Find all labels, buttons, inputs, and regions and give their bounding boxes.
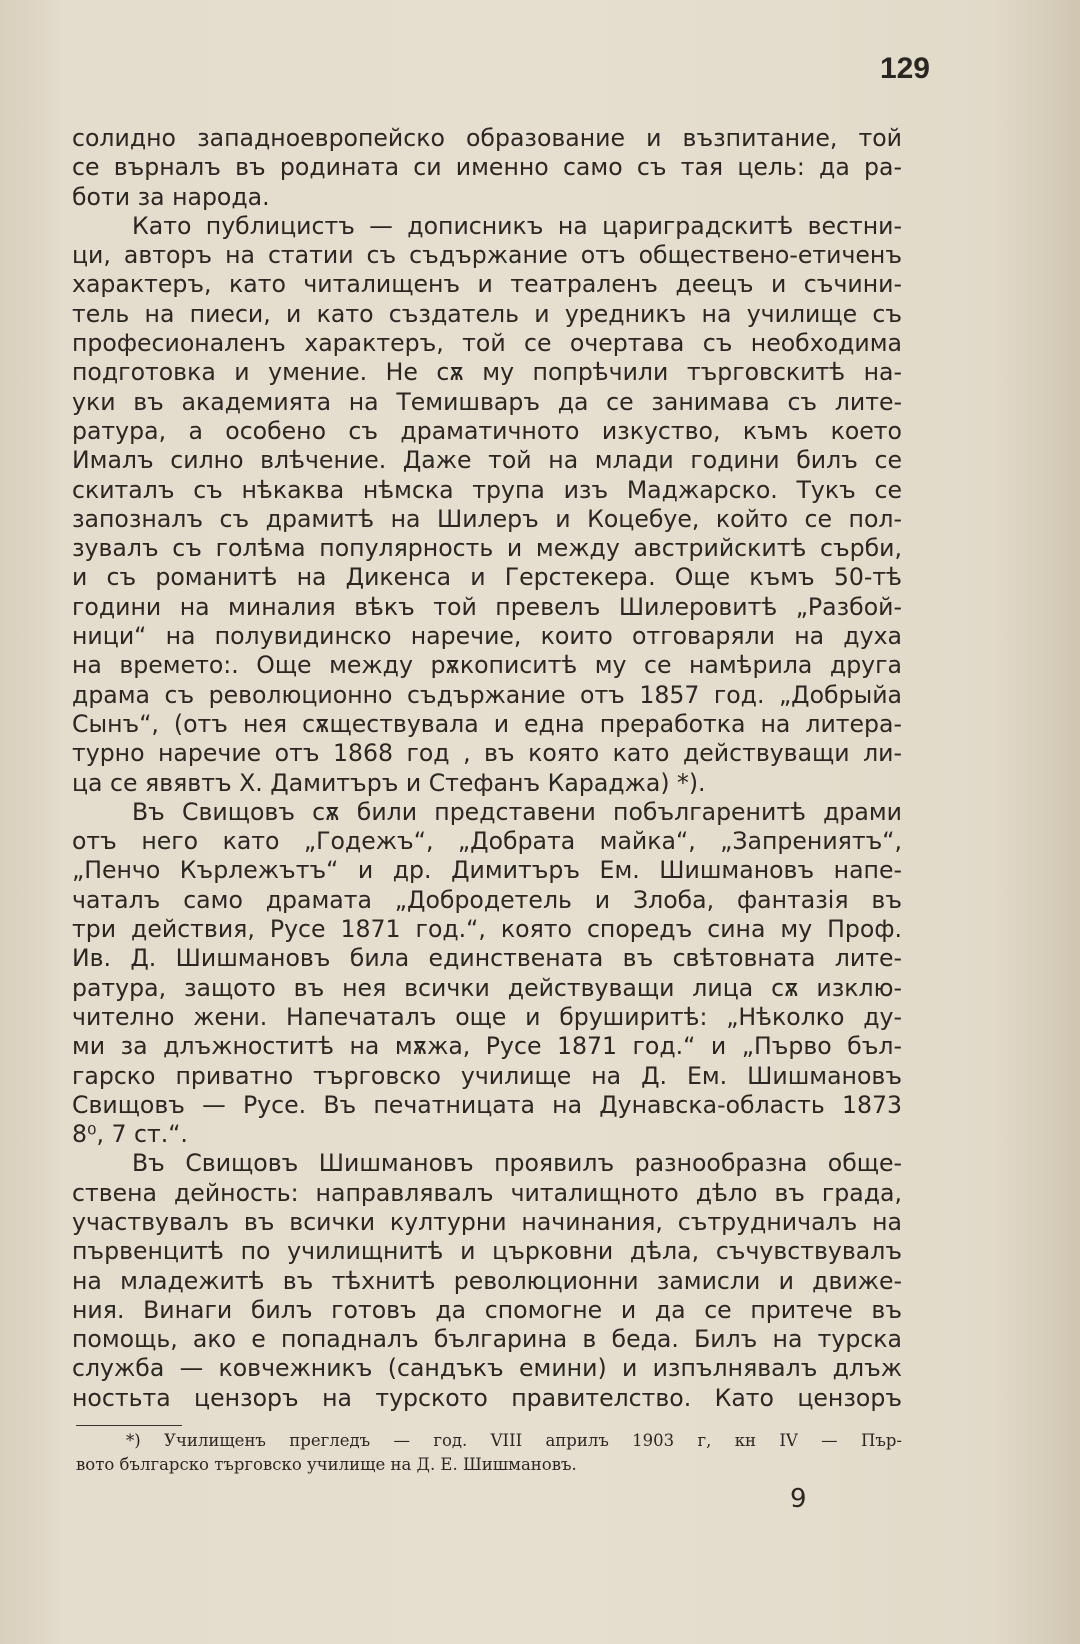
text-line: ми за длъжноститѣ на мѫжа, Русе 1871 год.“ и „Първо бъл-	[72, 1032, 902, 1061]
footnote-line: вото българско търговско училище на Д. Е. Шишмановъ.	[76, 1455, 577, 1474]
text-line: Въ Свищовъ сѫ били представени побългаренитѣ драми	[132, 797, 902, 826]
text-line: характеръ, като читалищенъ и театраленъ деецъ и съчини-	[72, 270, 902, 299]
text-line: участвувалъ въ всички културни начинания, сътрудничалъ на	[72, 1207, 902, 1236]
text-line: уки въ академията на Темишваръ да се занимава съ лите-	[72, 387, 902, 416]
text-line: ностьта цензоръ на турското правителство. Като цензоръ	[72, 1383, 902, 1412]
text-line: на младежитѣ въ тѣхнитѣ революционни замисли и движе-	[72, 1266, 902, 1295]
body-text	[72, 124, 902, 1413]
text-line: Ив. Д. Шишмановъ била единствената въ свѣтовната лите-	[72, 944, 902, 973]
text-line: Сынъ“, (отъ нея сѫществувала и една преработка на литера-	[72, 709, 902, 738]
footnote	[76, 1429, 902, 1477]
text-line: запозналъ съ драмитѣ на Шилеръ и Коцебуе, който се пол-	[72, 504, 902, 533]
footnote-divider	[76, 1425, 182, 1426]
text-line: ния. Винаги билъ готовъ да спомогне и да се притече въ	[72, 1295, 902, 1324]
text-line: тель на пиеси, и като създатель и уредникъ на училище съ	[72, 299, 902, 328]
page-number: 129	[879, 52, 930, 85]
text-line: три действия, Русе 1871 год.“, която споредъ сина му Проф.	[72, 915, 902, 944]
text-line: солидно западноевропейско образование и възпитание, той	[72, 124, 902, 152]
text-line: помощь, ако е попадналъ българина в беда. Билъ на турска	[72, 1325, 902, 1354]
text-line: гарско приватно търговско училище на Д. Ем. Шишмановъ	[72, 1061, 902, 1090]
text-line: на времето:. Още между рѫкописитѣ му се намѣрила друга	[72, 651, 902, 680]
text-line: боти за народа.	[72, 182, 270, 211]
text-line: скиталъ съ нѣкаква нѣмска трупа изъ Маджарско. Тукъ се	[72, 475, 902, 504]
text-line: ници“ на полувидинско наречие, които отговаряли на духа	[72, 622, 902, 651]
text-line: ратура, а особено съ драматичното изкуство, къмъ което	[72, 416, 902, 445]
text-line: чаталъ само драмата „Добродетель и Злоба, фантазія въ	[72, 885, 902, 914]
text-line: се върналъ въ родината си именно само съ тая цель: да ра-	[72, 153, 902, 182]
text-line: ци, авторъ на статии съ съдържание отъ обществено-етиченъ	[72, 241, 902, 270]
text-line: подготовка и умение. Не сѫ му попрѣчили търговскитѣ на-	[72, 358, 902, 387]
text-line: 8⁰, 7 ст.“.	[72, 1120, 188, 1149]
text-line: турно наречие отъ 1868 год , въ която като действуващи ли-	[72, 739, 902, 768]
text-line: професионаленъ характеръ, той се очертава съ необходима	[72, 329, 902, 358]
text-line: ратура, защото въ нея всички действуващи лица сѫ изклю-	[72, 973, 902, 1002]
text-line: Ималъ силно влѣчение. Даже той на млади години билъ се	[72, 446, 902, 475]
signature-mark: 9	[790, 1484, 807, 1514]
text-line: години на миналия вѣкъ той превелъ Шилеровитѣ „Разбой-	[72, 592, 902, 621]
text-line: Като публицистъ — дописникъ на цариградскитѣ вестни-	[132, 211, 902, 240]
text-line: и съ романитѣ на Дикенса и Герстекера. Още къмъ 50-тѣ	[72, 563, 902, 592]
text-line: Въ Свищовъ Шишмановъ проявилъ разнообразна обще-	[132, 1149, 902, 1178]
text-line: отъ него като „Годежъ“, „Добрата майка“, „Запрениятъ“,	[72, 827, 902, 856]
text-line: служба — ковчежникъ (сандъкъ емини) и изпълнявалъ длъж	[72, 1354, 902, 1383]
text-line: „Пенчо Кърлежътъ“ и др. Димитъръ Ем. Шишмановъ напе-	[72, 856, 902, 885]
text-line: ца се явявтъ Х. Дамитъръ и Стефанъ Караджа) *).	[72, 768, 706, 797]
text-line: драма съ революционно съдържание отъ 1857 год. „Добрыйа	[72, 680, 902, 709]
text-line: зувалъ съ голѣма популярность и между австрийскитѣ сърби,	[72, 534, 902, 563]
text-line: Свищовъ — Русе. Въ печатницата на Дунавска-область 1873	[72, 1090, 902, 1119]
text-line: ствена дейность: направлявалъ читалищното дѣло въ града,	[72, 1178, 902, 1207]
text-line: чително жени. Напечаталъ още и бруширитѣ: „Нѣколко ду-	[72, 1002, 902, 1031]
footnote-line: *) Училищенъ прегледъ — год. VIII априлъ 1903 г, кн IV — Пър-	[126, 1431, 902, 1450]
text-line: първенцитѣ по училищнитѣ и църковни дѣла, съчувствувалъ	[72, 1237, 902, 1266]
